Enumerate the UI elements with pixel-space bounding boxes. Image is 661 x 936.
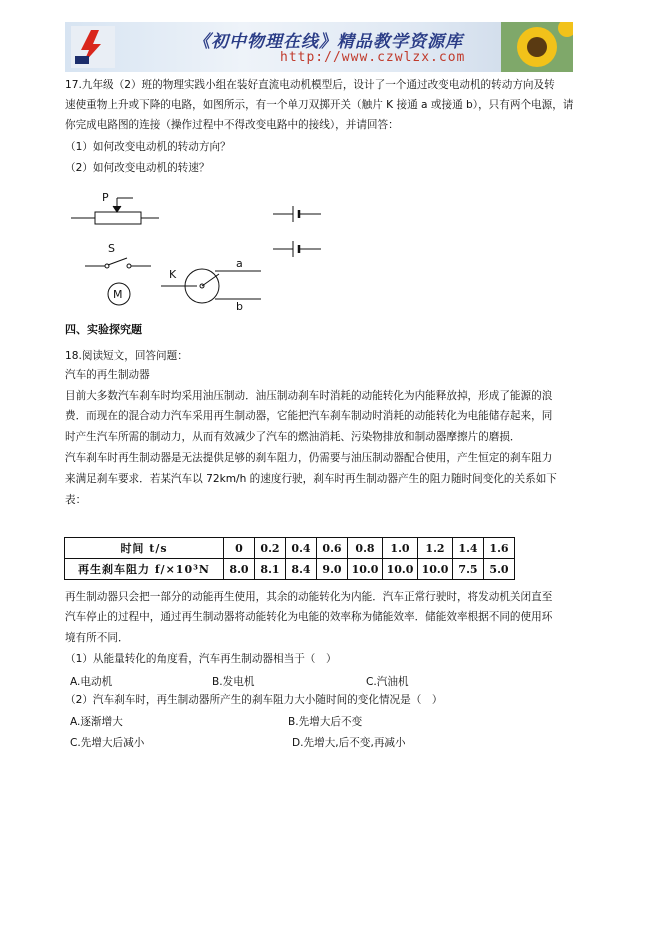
table-cell: 10.0 [348,559,383,580]
table-cell: 8.0 [224,559,255,580]
header-banner [65,22,573,72]
q17-sub1: （1）如何改变电动机的转动方向？ [65,141,231,153]
banner-title: 《初中物理在线》精品教学资源库 [193,32,463,52]
table-cell: 5.0 [484,559,515,580]
passage-p1-line2: 费．而现在的混合动力汽车采用再生制动器，它能把汽车刹车制动时消耗的动能转化为电能储存起来，同 [65,410,553,422]
table-cell: 8.1 [255,559,286,580]
table-cell: 7.5 [453,559,484,580]
rheostat [71,198,159,224]
circuit-components-diagram [65,186,365,316]
section-heading: 四、实验探究题 [65,323,142,336]
battery-1 [273,206,321,222]
passage-p1-line3: 时产生汽车所需的制动力，从而有效减少了汽车的燃油消耗、污染物排放和制动器摩擦片的磨损． [65,431,521,443]
braking-force-table [64,537,515,580]
table-cell: 0 [224,538,255,559]
passage-p2-line1: 汽车刹车时再生制动器是无法提供足够的刹车阻力，仍需要与油压制动器配合使用，产生恒定的刹车阻力 [65,452,553,464]
row-label-time: 时间 t/s [65,538,224,559]
table-cell: 1.6 [484,538,515,559]
table-cell: 1.0 [383,538,418,559]
q17-sub2: （2）如何改变电动机的转速？ [65,162,210,174]
switch-s [85,258,151,268]
q18-sub1: （1）从能量转化的角度看，汽车再生制动器相当于（ ） [65,653,337,665]
banner-url: http://www.czwlzx.com [280,50,466,65]
battery-2 [273,241,321,257]
sunflower-image [501,22,573,72]
option-a: A.电动机 [70,676,113,688]
contact-label-b: b [236,300,243,313]
passage-p3-line2: 汽车停止的过程中，通过再生制动器将动能转化为电能的效率称为储能效率．储能效率根据不同的使用环 [65,611,553,623]
option-c: C.汽油机 [366,676,409,688]
rheostat-label-p: P [102,191,109,204]
table-row [65,538,515,559]
q17-line2: 速使重物上升或下降的电路，如图所示，有一个单刀双掷开关（触片 K 接通 a 或接通 b），只有两个电源，请 [65,99,574,111]
option-a: A.逐渐增大 [70,716,123,728]
passage-p2-line2: 来满足刹车要求．若某汽车以 72km/h 的速度行驶，刹车时再生制动器产生的阻力随时间变化的关系如下 [65,473,557,485]
table-row [65,559,515,580]
table-cell: 10.0 [383,559,418,580]
table-cell: 0.6 [317,538,348,559]
row-label-force: 再生刹车阻力 f/×10³N [65,559,224,580]
option-b: B.发电机 [212,676,255,688]
passage-p1-line1: 目前大多数汽车刹车时均采用油压制动．油压制动刹车时消耗的动能转化为内能释放掉，形成了能源的浪 [65,390,553,402]
contact-label-a: a [236,257,243,270]
passage-p3-line3: 境有所不同． [65,632,129,644]
table-cell: 0.8 [348,538,383,559]
option-b: B.先增大后不变 [288,716,363,728]
table-cell: 9.0 [317,559,348,580]
option-c: C.先增大后减小 [70,737,145,749]
site-logo [71,26,115,68]
switch-label-k: K [169,268,177,281]
q17-line3: 你完成电路图的连接（操作过程中不得改变电路中的接线），并请回答： [65,119,399,131]
table-cell: 8.4 [286,559,317,580]
table-cell: 1.4 [453,538,484,559]
table-cell: 1.2 [418,538,453,559]
switch-label-s: S [108,242,115,255]
q18-intro: 18.阅读短文，回答问题： [65,350,188,362]
passage-p3-line1: 再生制动器只会把一部分的动能再生使用，其余的动能转化为内能．汽车正常行驶时，将发动机关闭直至 [65,591,553,603]
passage-title: 汽车的再生制动器 [65,369,150,381]
passage-p2-line3: 表： [65,494,87,506]
q18-sub2: （2）汽车刹车时，再生制动器所产生的刹车阻力大小随时间的变化情况是（ ） [65,694,443,706]
motor-label-m: M [113,288,123,301]
q17-line1: 17.九年级（2）班的物理实践小组在装好直流电动机模型后，设计了一个通过改变电动机的转动方向及转 [65,79,555,91]
table-cell: 0.4 [286,538,317,559]
option-d: D.先增大,后不变,再减小 [292,737,406,749]
table-cell: 0.2 [255,538,286,559]
table-cell: 10.0 [418,559,453,580]
